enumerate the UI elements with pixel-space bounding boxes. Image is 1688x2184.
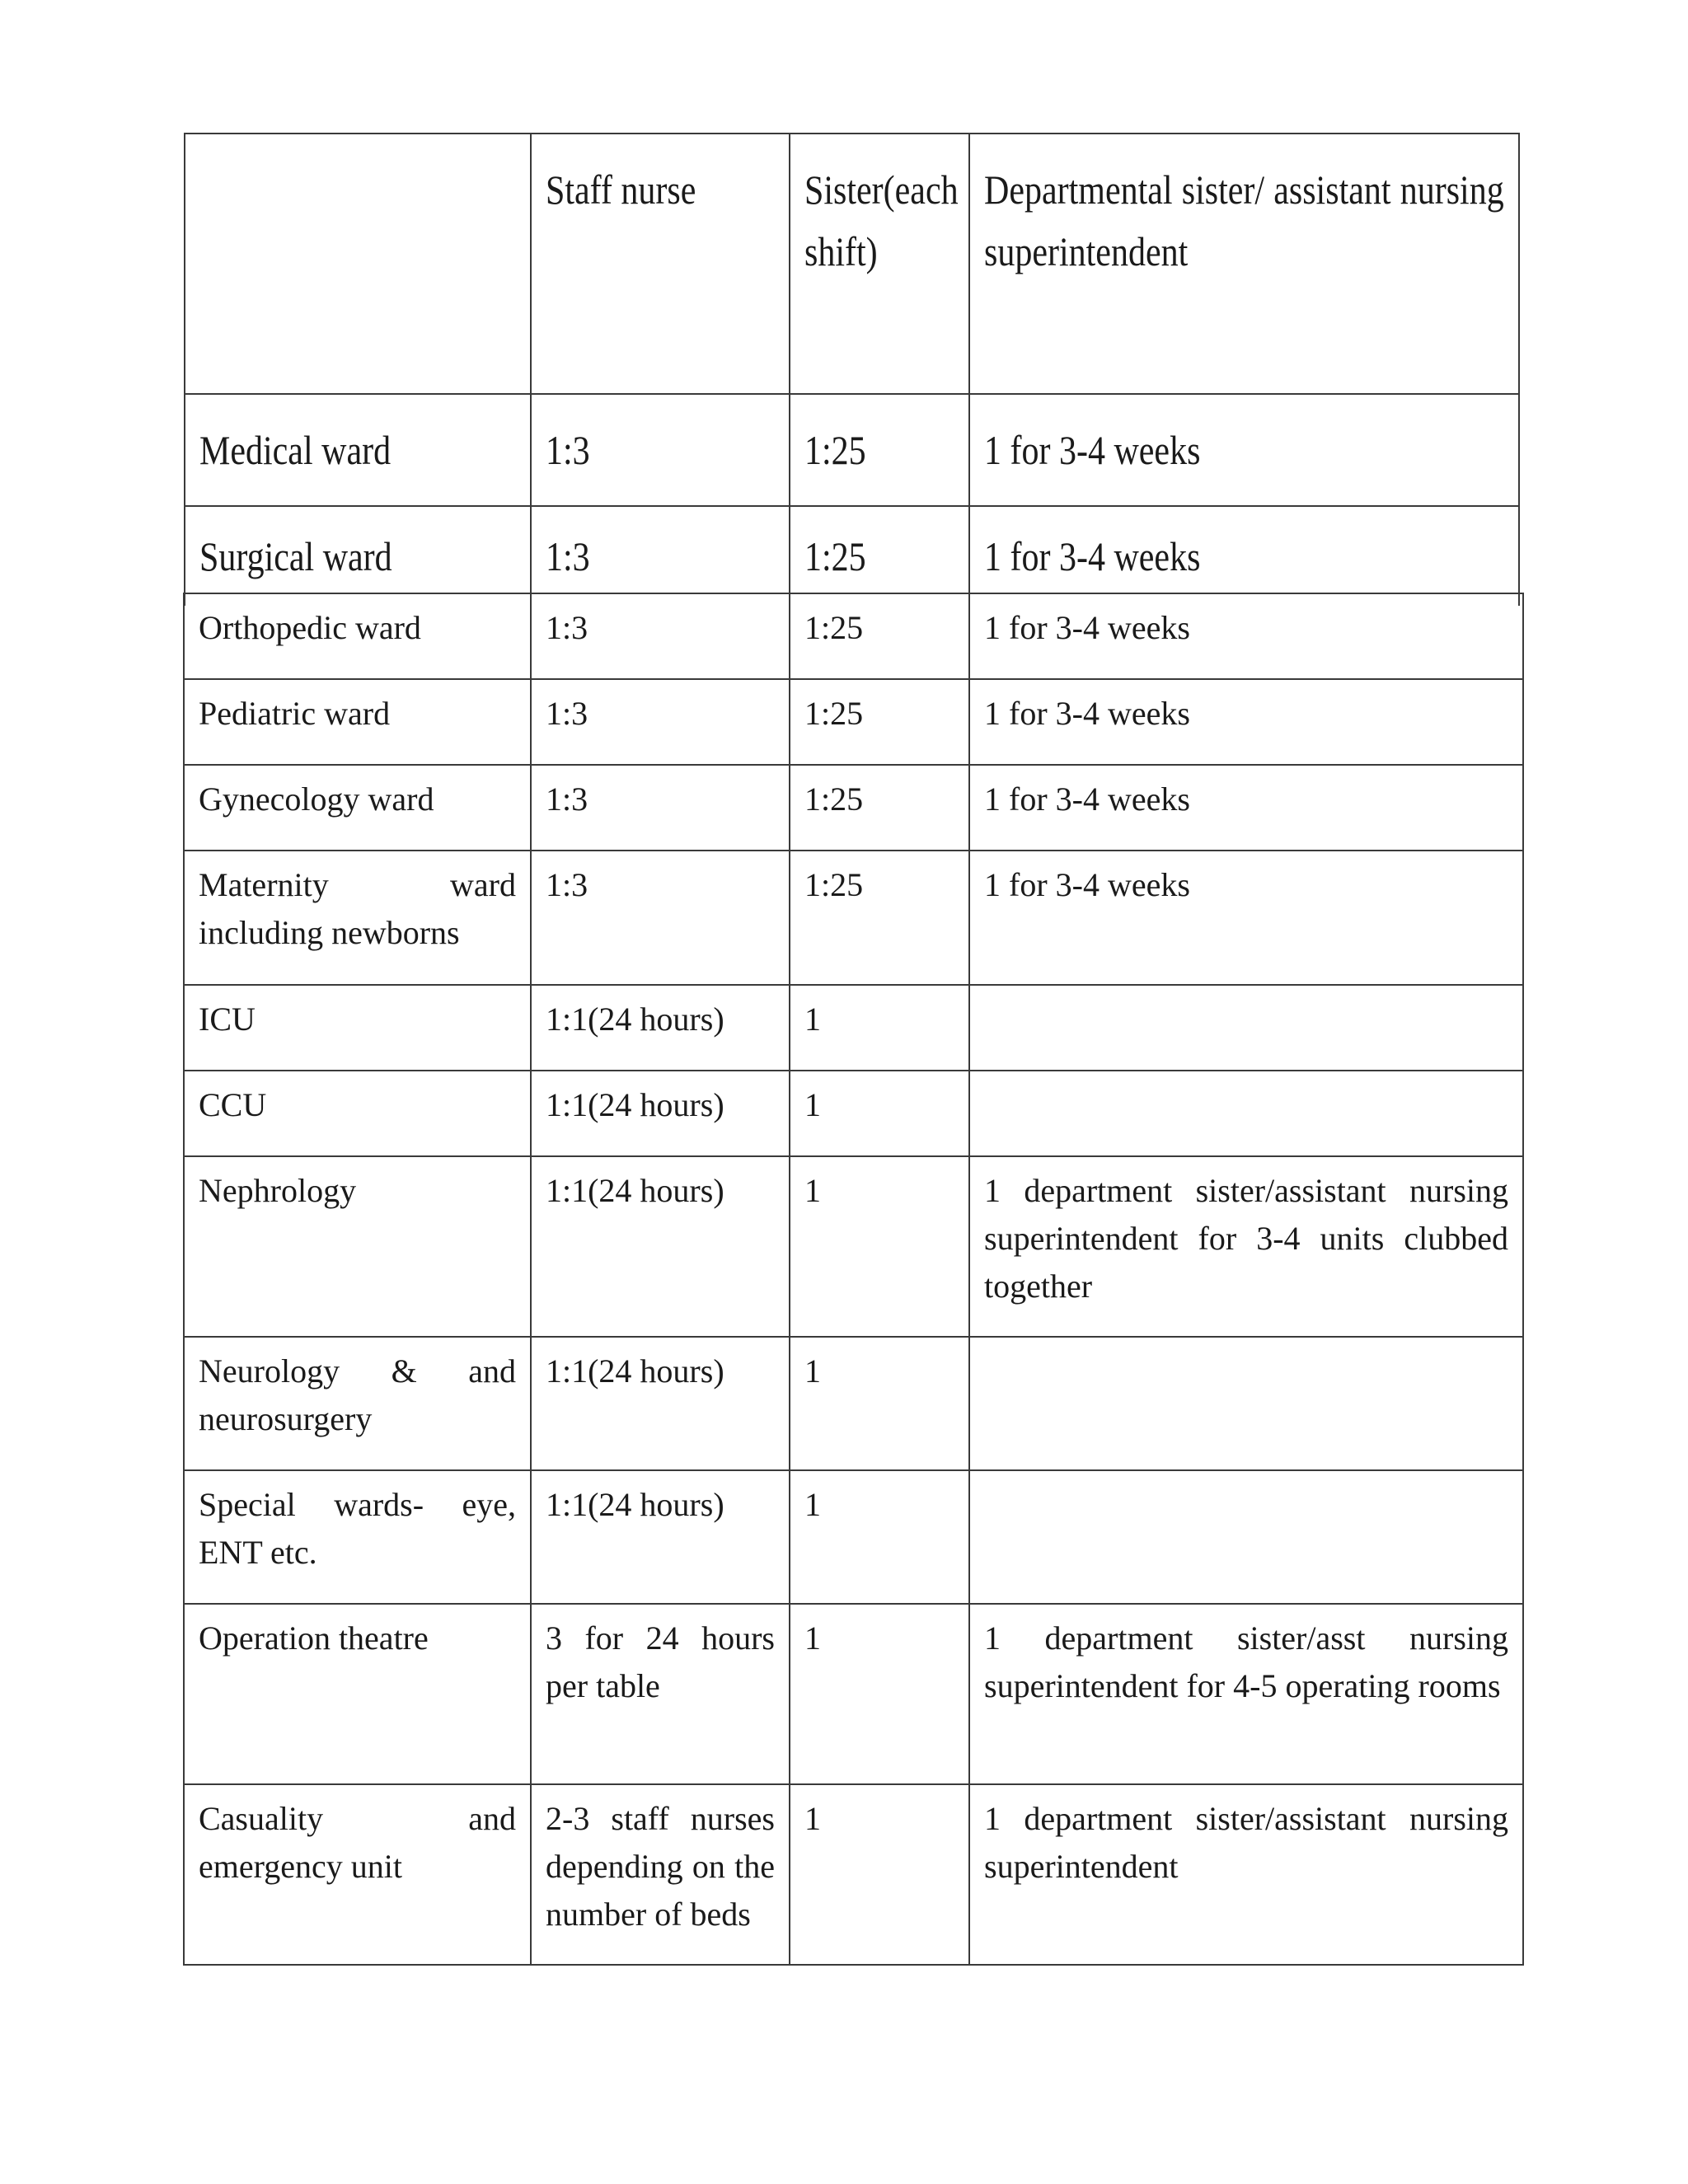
table-row (185, 506, 1519, 606)
ward-cell: Maternity ward including newborns (184, 851, 531, 985)
ward-cell: ICU (184, 985, 531, 1071)
staff-nurse-cell: 1:1(24 hours) (531, 1470, 790, 1604)
table-header-row (185, 134, 1519, 394)
departmental-cell: 1 department sister/assistant nursing superintendent for 3-4 units clubbed together (969, 1156, 1523, 1337)
staff-nurse-cell: 2-3 staff nurses depending on the number of beds (531, 1784, 790, 1965)
staff-nurse-cell: 1:1(24 hours) (531, 1156, 790, 1337)
ward-cell: Surgical ward (185, 506, 531, 606)
ward-cell: Gynecology ward (184, 765, 531, 851)
departmental-cell (969, 1337, 1523, 1470)
ward-cell: Casuality and emergency unit (184, 1784, 531, 1965)
sister-cell: 1:25 (790, 765, 969, 851)
sister-cell: 1:25 (790, 851, 969, 985)
sister-cell: 1 (790, 1470, 969, 1604)
ward-cell: Pediatric ward (184, 679, 531, 765)
staff-nurse-cell: 1:3 (531, 593, 790, 679)
departmental-cell: 1 for 3-4 weeks (969, 506, 1519, 606)
sister-cell: 1 (790, 1156, 969, 1337)
table-row (184, 1156, 1523, 1337)
staffing-table-top (184, 133, 1520, 606)
departmental-cell: 1 for 3-4 weeks (969, 394, 1519, 506)
header-cell-departmental-sister: Departmental sister/ assistant nursing superintendent (969, 134, 1519, 394)
departmental-cell: 1 department sister/asst nursing superintendent for 4-5 operating rooms (969, 1604, 1523, 1784)
staff-nurse-cell: 3 for 24 hours per table (531, 1604, 790, 1784)
table-row (185, 394, 1519, 506)
ward-cell: Orthopedic ward (184, 593, 531, 679)
staff-nurse-cell: 1:3 (531, 506, 790, 606)
table-row (184, 1604, 1523, 1784)
table-row (184, 765, 1523, 851)
header-cell-sister: Sister(each shift) (790, 134, 969, 394)
sister-cell: 1 (790, 1337, 969, 1470)
staff-nurse-cell: 1:1(24 hours) (531, 1337, 790, 1470)
ward-cell: Operation theatre (184, 1604, 531, 1784)
departmental-cell (969, 1470, 1523, 1604)
sister-cell: 1:25 (790, 394, 969, 506)
departmental-cell: 1 for 3-4 weeks (969, 765, 1523, 851)
staff-nurse-cell: 1:3 (531, 394, 790, 506)
ward-cell: CCU (184, 1071, 531, 1156)
ward-cell: Neurology & and neurosurgery (184, 1337, 531, 1470)
table-row (184, 1470, 1523, 1604)
ward-cell: Medical ward (185, 394, 531, 506)
sister-cell: 1:25 (790, 679, 969, 765)
departmental-cell (969, 985, 1523, 1071)
staff-nurse-cell: 1:1(24 hours) (531, 1071, 790, 1156)
staff-nurse-cell: 1:3 (531, 851, 790, 985)
staff-nurse-cell: 1:3 (531, 765, 790, 851)
sister-cell: 1 (790, 1071, 969, 1156)
ward-cell: Nephrology (184, 1156, 531, 1337)
sister-cell: 1:25 (790, 506, 969, 606)
sister-cell: 1 (790, 985, 969, 1071)
sister-cell: 1 (790, 1604, 969, 1784)
staffing-table-bottom (183, 593, 1524, 1966)
staff-nurse-cell: 1:1(24 hours) (531, 985, 790, 1071)
sister-cell: 1:25 (790, 593, 969, 679)
departmental-cell: 1 for 3-4 weeks (969, 679, 1523, 765)
header-cell-staff-nurse: Staff nurse (531, 134, 790, 394)
departmental-cell: 1 department sister/assistant nursing superintendent (969, 1784, 1523, 1965)
departmental-cell: 1 for 3-4 weeks (969, 851, 1523, 985)
sister-cell: 1 (790, 1784, 969, 1965)
departmental-cell: 1 for 3-4 weeks (969, 593, 1523, 679)
table-row (184, 1071, 1523, 1156)
staff-nurse-cell: 1:3 (531, 679, 790, 765)
table-row (184, 679, 1523, 765)
ward-cell: Special wards- eye, ENT etc. (184, 1470, 531, 1604)
table-row (184, 1337, 1523, 1470)
departmental-cell (969, 1071, 1523, 1156)
table-row (184, 593, 1523, 679)
header-cell-empty (185, 134, 531, 394)
table-row (184, 1784, 1523, 1965)
table-row (184, 985, 1523, 1071)
table-row (184, 851, 1523, 985)
